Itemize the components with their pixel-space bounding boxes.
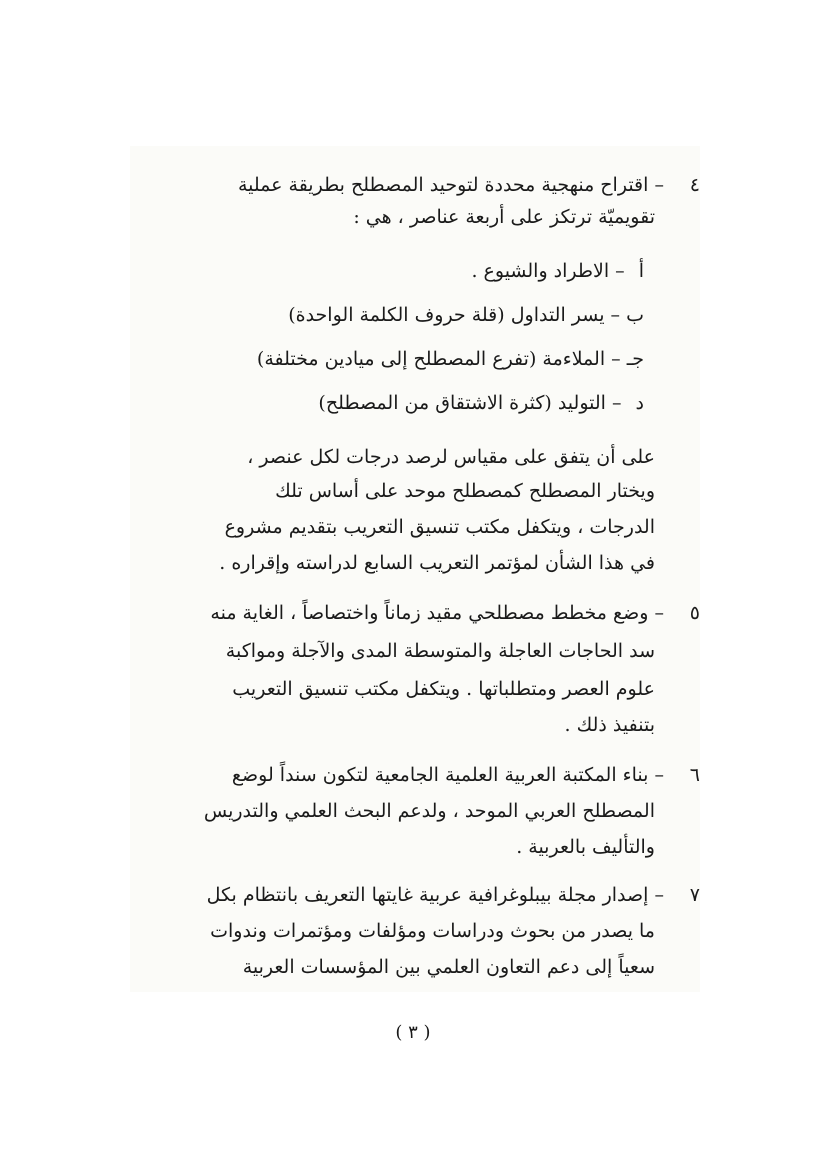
subitem-text: – يسر التداول (قلة حروف الكلمة الواحدة): [288, 304, 621, 326]
subitem-letter: أ: [638, 260, 644, 282]
item-text: سعياً إلى دعم التعاون العلمي بين المؤسسات العربية: [242, 956, 655, 978]
item-6-line-1: [232, 760, 700, 790]
item-4-continuation-2: [275, 476, 655, 506]
item-4-continuation-4: [219, 548, 655, 578]
subitem-text: – التوليد (كثرة الاشتقاق من المصطلح): [318, 392, 622, 414]
item-text: ما يصدر من بحوث ودراسات ومؤلفات ومؤتمرات وندوات: [210, 920, 655, 942]
subitem-b: [288, 300, 644, 330]
item-text: علوم العصر ومتطلباتها . ويتكفل مكتب تنسيق التعريب: [232, 678, 655, 700]
paragraph-text: ويختار المصطلح كمصطلح موحد على أساس تلك: [275, 480, 655, 502]
item-text: – بناء المكتبة العربية العلمية الجامعية لتكون سنداً لوضع: [231, 764, 664, 786]
item-5-line-2: [226, 636, 655, 666]
subitem-a: [471, 256, 644, 286]
subitem-letter: د: [635, 392, 644, 414]
item-text: بتنفيذ ذلك .: [564, 714, 655, 736]
item-5-line-1: [210, 598, 700, 628]
item-number: ٧: [689, 884, 700, 906]
item-4-line-2: [353, 202, 655, 232]
item-text: – اقتراح منهجية محددة لتوحيد المصطلح بطريقة عملية: [237, 174, 664, 196]
subitem-letter: ب: [626, 304, 644, 326]
item-number: ٥: [689, 602, 700, 624]
item-number: ٤: [689, 174, 700, 196]
item-4-line-1: [238, 170, 700, 200]
paragraph-text: في هذا الشأن لمؤتمر التعريب السابع لدراسته وإقراره .: [219, 552, 655, 574]
page-number: ( ٣ ): [395, 1022, 431, 1043]
item-text: تقويميّة ترتكز على أربعة عناصر ، هي :: [353, 206, 655, 228]
item-text: – وضع مخطط مصطلحي مقيد زماناً واختصاصاً ، الغاية منه: [210, 602, 664, 624]
item-number: ٦: [689, 764, 700, 786]
item-7-line-3: [243, 952, 655, 982]
item-7-line-1: [207, 880, 700, 910]
paragraph-text: على أن يتفق على مقياس لرصد درجات لكل عنصر ،: [247, 446, 655, 468]
item-text: سد الحاجات العاجلة والمتوسطة المدى والآجلة ومواكبة: [225, 640, 655, 662]
subitem-letter: جـ: [626, 348, 644, 370]
item-text: والتأليف بالعربية .: [516, 836, 655, 858]
item-5-line-3: [232, 674, 655, 704]
item-4-continuation-3: [225, 512, 655, 542]
item-4-continuation-1: [247, 442, 655, 472]
subitem-text: – الملاءمة (تفرع المصطلح إلى ميادين مختلفة): [256, 348, 621, 370]
subitem-d: [318, 388, 644, 418]
item-6-line-2: [204, 796, 655, 826]
item-text: – إصدار مجلة بيبلوغرافية عربية غايتها التعريف بانتظام بكل: [206, 884, 664, 906]
subitem-text: – الاطراد والشيوع .: [471, 260, 625, 282]
item-6-line-3: [516, 832, 655, 862]
item-text: المصطلح العربي الموحد ، ولدعم البحث العلمي والتدريس: [203, 800, 655, 822]
item-7-line-2: [210, 916, 655, 946]
subitem-c: [257, 344, 644, 374]
paragraph-text: الدرجات ، ويتكفل مكتب تنسيق التعريب بتقديم مشروع: [224, 516, 655, 538]
item-5-line-4: [565, 710, 655, 740]
